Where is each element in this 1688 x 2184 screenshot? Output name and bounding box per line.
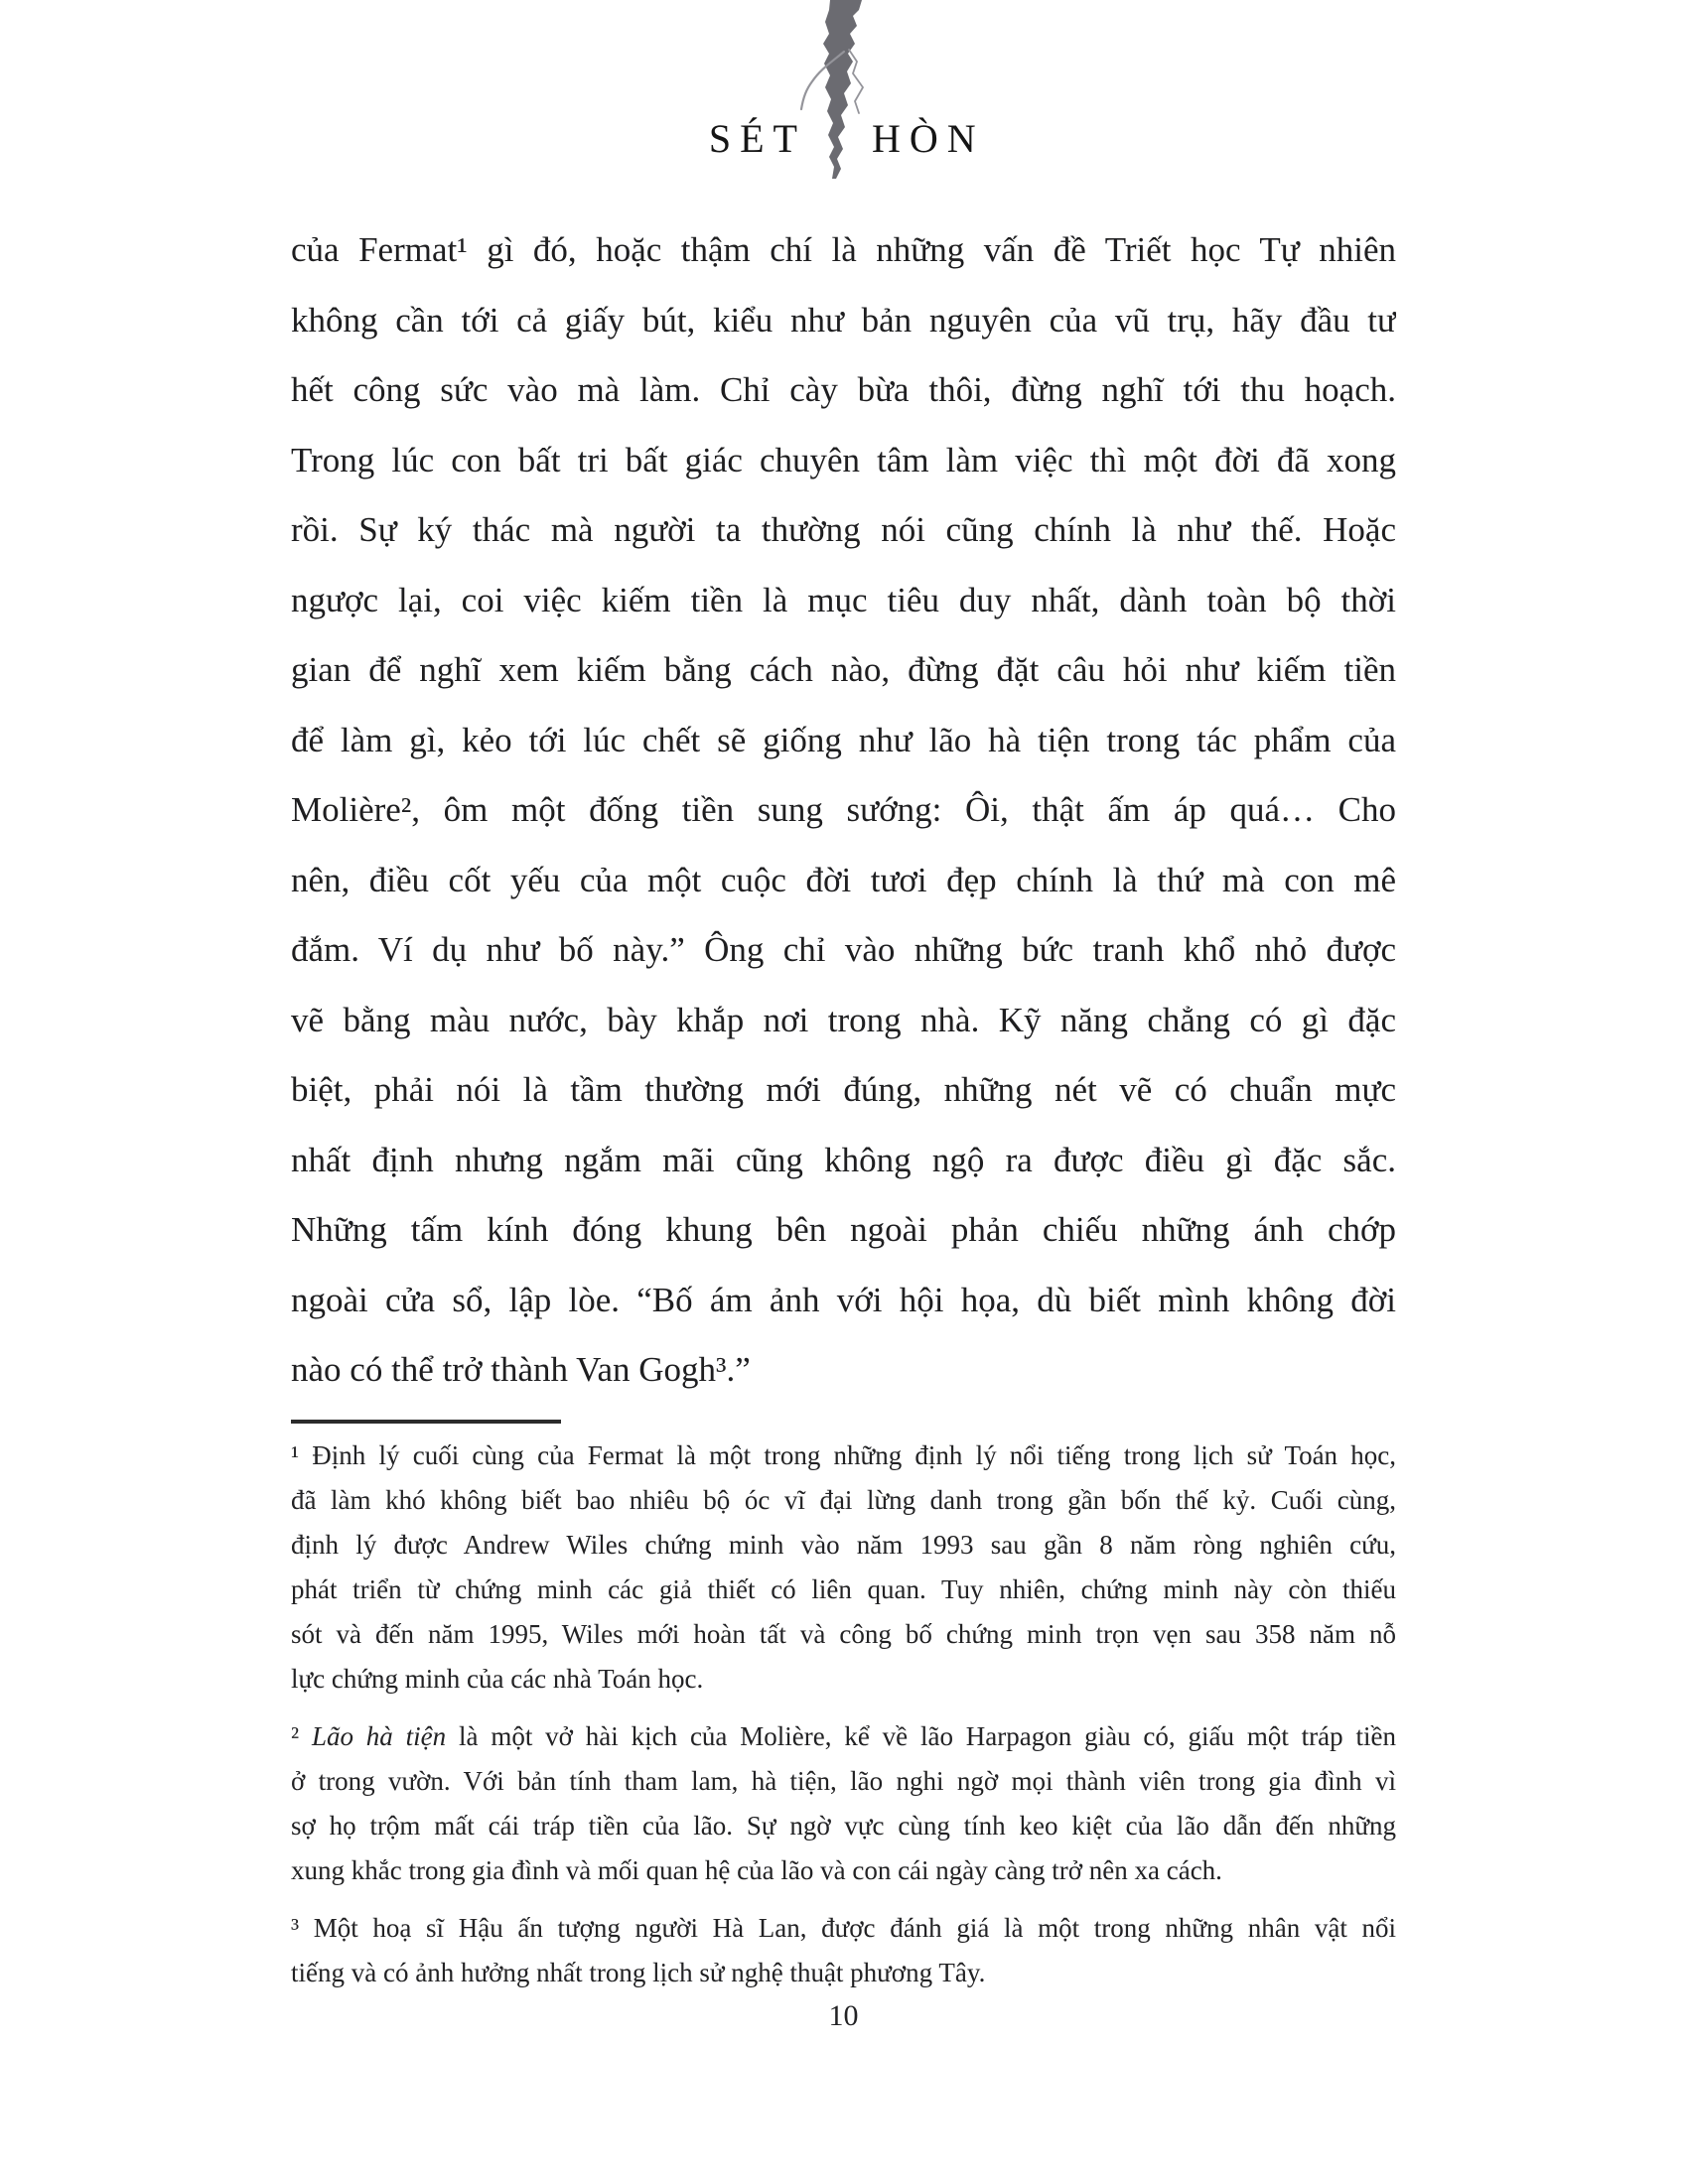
body-line: Những tấm kính đóng khung bên ngoài phản chiếu những ánh chớp [291,1210,1396,1249]
footnote-line: tiếng và có ảnh hưởng nhất trong lịch sử nghệ thuật phương Tây. [291,1958,986,1987]
footnote-text: là một vở hài kịch của Molière, kể về lão Harpagon giàu có, giấu một tráp tiền [446,1721,1396,1751]
body-line: Trong lúc con bất tri bất giác chuyên tâm làm việc thì một đời đã xong [291,440,1396,479]
body-line: Molière², ôm một đống tiền sung sướng: Ôi, thật ấm áp quá… Cho [291,790,1396,829]
body-line: nào có thể trở thành Van Gogh³.” [291,1350,751,1389]
body-line: không cần tới cả giấy bút, kiểu như bản nguyên của vũ trụ, hãy đầu tư [291,300,1396,340]
header-title-right: HÒN [872,116,985,161]
footnote-line: phát triển từ chứng minh các giả thiết có liên quan. Tuy nhiên, chứng minh này còn thiếu [291,1574,1396,1604]
body-text [291,215,1396,1406]
footnote-separator [291,1420,561,1424]
body-line: ngược lại, coi việc kiếm tiền là mục tiêu duy nhất, dành toàn bộ thời [291,580,1396,619]
body-line: vẽ bằng màu nước, bày khắp nơi trong nhà. Kỹ năng chẳng có gì đặc [291,1000,1396,1039]
body-line: đắm. Ví dụ như bố này.” Ông chỉ vào những bức tranh khổ nhỏ được [291,930,1396,969]
footnote-line: lực chứng minh của các nhà Toán học. [291,1664,704,1694]
footnote-line: đã làm khó không biết bao nhiêu bộ óc vĩ đại lừng danh trong gần bốn thế kỷ. Cuối cùng, [291,1485,1396,1515]
header-title-left: SÉT [708,116,806,161]
footnote-line: xung khắc trong gia đình và mối quan hệ của lão và con cái ngày càng trở nên xa cách. [291,1855,1222,1885]
body-line: biệt, phải nói là tầm thường mới đúng, những nét vẽ có chuẩn mực [291,1070,1396,1109]
page-number: 10 [828,1999,859,2032]
footnote-italic-title: Lão hà tiện [311,1721,447,1751]
footnote-marker: ² [291,1721,312,1751]
footnotes [291,1433,1396,2008]
body-line: gian để nghĩ xem kiếm bằng cách nào, đừng đặt câu hỏi như kiếm tiền [291,650,1396,689]
footnote-line: ở trong vườn. Với bản tính tham lam, hà tiện, lão nghi ngờ mọi thành viên trong gia đình vì [291,1766,1396,1796]
body-line: ngoài cửa sổ, lập lòe. “Bố ám ảnh với hội họa, dù biết mình không đời [291,1280,1396,1319]
body-line: hết công sức vào mà làm. Chỉ cày bừa thôi, đừng nghĩ tới thu hoạch. [291,370,1396,409]
footnote [291,1714,1396,1893]
body-line: rồi. Sự ký thác mà người ta thường nói cũng chính là như thế. Hoặc [291,510,1396,549]
footnote-line: định lý được Andrew Wiles chứng minh vào năm 1993 sau gần 8 năm ròng nghiên cứu, [291,1530,1396,1560]
body-line: của Fermat¹ gì đó, hoặc thậm chí là những vấn đề Triết học Tự nhiên [291,230,1396,269]
footnote-line: sót và đến năm 1995, Wiles mới hoàn tất và công bố chứng minh trọn vẹn sau 358 năm nỗ [291,1619,1396,1649]
body-line: nên, điều cốt yếu của một cuộc đời tươi đẹp chính là thứ mà con mê [291,860,1396,899]
footnote-line: ³ Một hoạ sĩ Hậu ấn tượng người Hà Lan, được đánh giá là một trong những nhân vật nổi [291,1913,1396,1943]
footnote [291,1906,1396,1995]
body-line: để làm gì, kẻo tới lúc chết sẽ giống như lão hà tiện trong tác phẩm của [291,720,1396,759]
footnote-line [291,1714,1396,1759]
footnote [291,1433,1396,1702]
lightning-main-bolt [823,0,862,179]
body-line: nhất định nhưng ngắm mãi cũng không ngộ ra được điều gì đặc sắc. [291,1140,1396,1179]
footnote-line: sợ họ trộm mất cái tráp tiền của lão. Sự ngờ vực cùng tính keo kiệt của lão dẫn đến những [291,1811,1396,1841]
footnote-line: ¹ Định lý cuối cùng của Fermat là một trong những định lý nổi tiếng trong lịch sử Toán học, [291,1440,1396,1470]
